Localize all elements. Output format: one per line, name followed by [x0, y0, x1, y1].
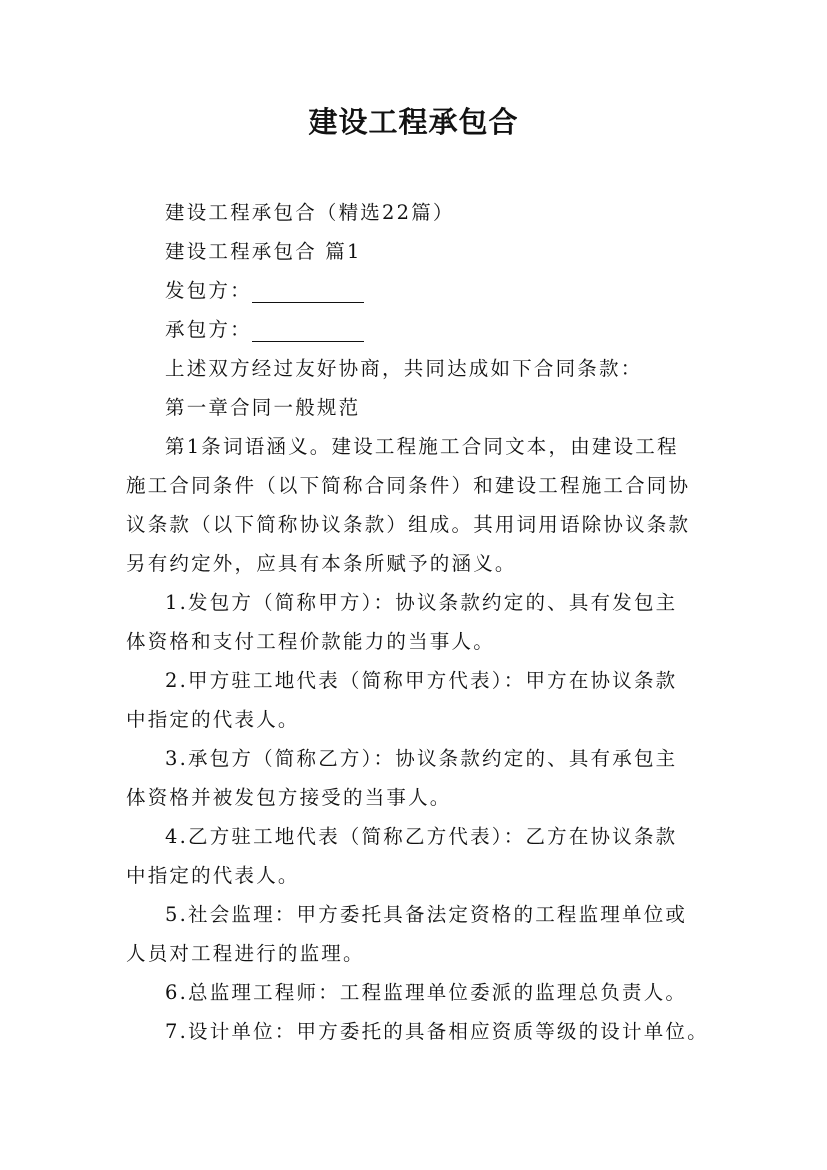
employer-label: 发包方：: [165, 279, 252, 302]
contractor-label: 承包方：: [165, 318, 252, 341]
paragraph-item-5: [126, 895, 708, 973]
document-title: 建设工程承包合: [308, 105, 519, 139]
paragraph-item-1: [126, 583, 708, 661]
paragraph-chapter-heading: 第一章合同一般规范: [165, 396, 361, 419]
employer-blank-line: [252, 282, 364, 303]
item-3-line: 3.承包方（简称乙方）：协议条款约定的、具有承包主: [165, 747, 678, 770]
paragraph-contractor: [126, 310, 708, 349]
paragraph-article-1: [126, 427, 708, 583]
item-4-line: 4.乙方驻工地代表（简称乙方代表）：乙方在协议条款: [165, 825, 678, 848]
item-1-line: 体资格和支付工程价款能力的当事人。: [126, 630, 495, 653]
item-2-line: 2.甲方驻工地代表（简称甲方代表）：甲方在协议条款: [165, 669, 678, 692]
paragraph-article-heading: 建设工程承包合 篇1: [165, 240, 362, 263]
item-1-line: 1.发包方（简称甲方）：协议条款约定的、具有发包主: [165, 591, 678, 614]
article-1-line: 另有约定外，应具有本条所赋予的涵义。: [126, 552, 517, 575]
paragraph-employer: [126, 271, 708, 310]
paragraph-item-2: [126, 661, 708, 739]
contractor-blank-line: [252, 321, 364, 342]
article-1-line: 议条款（以下简称协议条款）组成。其用词用语除协议条款: [126, 513, 691, 536]
item-5-line: 人员对工程进行的监理。: [126, 942, 365, 965]
item-2-line: 中指定的代表人。: [126, 708, 300, 731]
paragraph-agreement-intro: 上述双方经过友好协商，共同达成如下合同条款：: [165, 357, 643, 380]
item-3-line: 体资格并被发包方接受的当事人。: [126, 786, 452, 809]
article-1-line: 施工合同条件（以下简称合同条件）和建设工程施工合同协: [126, 474, 691, 497]
paragraph-item-6: 6.总监理工程师：工程监理单位委派的监理总负责人。: [165, 981, 688, 1004]
item-5-line: 5.社会监理：甲方委托具备法定资格的工程监理单位或: [165, 903, 688, 926]
document-body: [126, 193, 708, 1051]
article-1-line: 第1条词语涵义。建设工程施工合同文本，由建设工程: [165, 435, 679, 458]
paragraph-item-4: [126, 817, 708, 895]
paragraph-item-3: [126, 739, 708, 817]
paragraph-item-7: 7.设计单位：甲方委托的具备相应资质等级的设计单位。: [165, 1020, 709, 1043]
paragraph-collection-title: 建设工程承包合（精选22篇）: [165, 201, 455, 224]
item-4-line: 中指定的代表人。: [126, 864, 300, 887]
